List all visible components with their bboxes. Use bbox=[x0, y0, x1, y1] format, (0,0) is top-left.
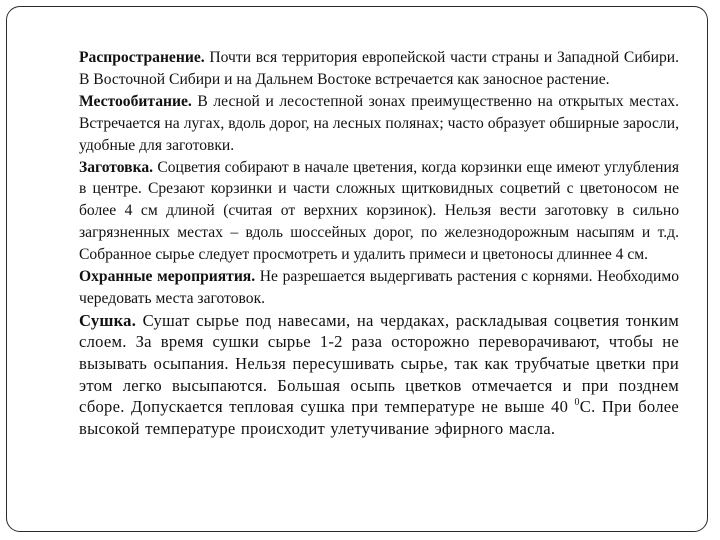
harvesting-heading: Заготовка. bbox=[79, 158, 154, 176]
habitat-paragraph bbox=[79, 91, 679, 157]
habitat-text: В лесной и лесостепной зонах преимущественно на открытых местах. Встречается на лугах, вдоль дорог, на лесных полянах; часто образует обширные заросли, удобные для заготовки. bbox=[79, 92, 679, 154]
slide-body bbox=[79, 47, 679, 439]
slide-frame bbox=[6, 6, 708, 532]
distribution-paragraph bbox=[79, 47, 679, 91]
protection-heading: Охранные мероприятия. bbox=[79, 268, 256, 286]
distribution-heading: Распространение. bbox=[79, 49, 205, 66]
distribution-text: Почти вся территория европейской части страны и Западной Сибири. В Восточной Сибири и на Дальнем Востоке встречается как заносное растение. bbox=[79, 49, 679, 88]
harvesting-paragraph bbox=[79, 157, 679, 267]
drying-paragraph bbox=[79, 310, 679, 440]
degree-symbol: 0 bbox=[574, 396, 580, 408]
habitat-heading: Местообитание. bbox=[79, 92, 192, 110]
protection-text: Не разрешается выдергивать растения с корнями. Необходимо чередовать места заготовок. bbox=[79, 268, 679, 307]
harvesting-text: Соцветия собирают в начале цветения, когда корзинки еще имеют углубления в центре. Срезают корзинки и части сложных щитковидных соцветий с цветоносом не более 4 см длиной (считая от верхних корзинок). Нельзя вести заготовку в сильно загрязненных местах – вдоль шоссейных дорог, по железнодорожным насыпям и т.д. Собранное сырье следует просмотреть и удалить примеси и цветоносы длиннее 4 см. bbox=[79, 158, 679, 264]
drying-heading: Сушка. bbox=[79, 310, 137, 330]
drying-text-end: С. При более высокой температуре происходит улетучивание эфирного масла. bbox=[79, 397, 679, 438]
protection-paragraph bbox=[79, 266, 679, 310]
drying-text: Сушат сырье под навесами, на чердаках, раскладывая соцветия тонким слоем. За время сушки сырье 1-2 раза осторожно переворачивают, чтобы не вызывать осыпания. Нельзя пересушивать сырье, так как трубчатые цветки при этом легко высыпаются. Большая осыпь цветков отмечается и при позднем сборе. Допускается тепловая сушка при температуре не выше 40 bbox=[79, 310, 679, 417]
